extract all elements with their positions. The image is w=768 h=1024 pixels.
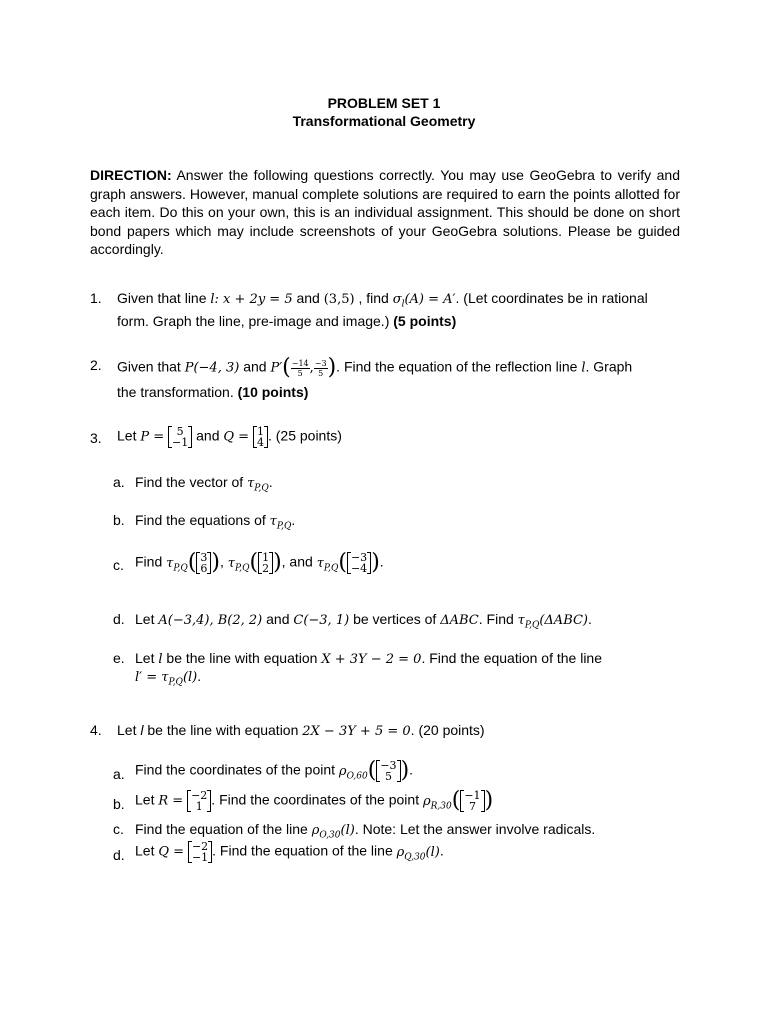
math: P = <box>140 429 165 445</box>
item-label: a. <box>113 766 125 782</box>
math <box>517 613 589 631</box>
vector-top: 3 <box>200 551 208 564</box>
item-text <box>135 821 595 841</box>
math: l′ = τ <box>135 670 169 685</box>
math <box>423 793 452 812</box>
paren: ( <box>187 550 197 575</box>
math: (A) = A′ <box>404 292 456 307</box>
question-3e-line2 <box>135 668 201 688</box>
vector-bottom: −1 <box>172 436 189 449</box>
text: be the line with equation <box>147 722 299 738</box>
text: and <box>296 290 320 306</box>
text: . Find the equation of the line <box>212 842 393 859</box>
text: . Note: Let the answer involve radicals. <box>354 821 596 837</box>
vector-top: −3 <box>350 551 368 564</box>
vector-top: 1 <box>262 551 270 564</box>
math <box>135 670 198 688</box>
question-number: 4. <box>90 722 102 738</box>
vector-bottom: 7 <box>468 800 476 813</box>
math: P(−4, 3) <box>184 360 240 376</box>
text: . Find the coordinates of the point <box>211 791 420 808</box>
paren: ) <box>400 758 410 783</box>
item-label: d. <box>113 611 125 627</box>
text: . <box>379 553 384 570</box>
math: Q = <box>223 429 250 445</box>
text: Find the coordinates of the point <box>135 761 336 778</box>
text: . <box>409 761 414 778</box>
math: l: x + 2y = 5 <box>210 292 293 307</box>
item-text <box>135 650 602 667</box>
denominator: 5 <box>297 368 303 378</box>
vector-top: 1 <box>256 425 264 438</box>
rho: ρ <box>396 844 405 860</box>
text: the transformation. <box>117 384 234 400</box>
text: , and <box>281 553 313 570</box>
page-title: PROBLEM SET 1 <box>327 95 441 111</box>
text: and <box>266 611 290 627</box>
item-label: a. <box>113 474 125 490</box>
vector-bottom: 5 <box>384 770 392 783</box>
tau: τ <box>166 555 174 571</box>
text: , find <box>358 290 389 306</box>
tau: τ <box>517 613 525 628</box>
text: Find the equations of <box>135 512 266 528</box>
vector-top: −2 <box>191 789 208 802</box>
text: . Find the equation of the line <box>421 650 603 666</box>
vector <box>196 552 211 574</box>
math: R = <box>158 793 184 809</box>
math: P′ <box>270 360 283 376</box>
math: Q = <box>158 844 185 860</box>
math <box>392 292 456 310</box>
numerator: −14 <box>291 358 309 368</box>
vector <box>376 760 400 782</box>
paren: ( <box>249 550 259 575</box>
text: Find <box>135 553 163 570</box>
vector-bottom: 1 <box>195 800 203 813</box>
vector <box>460 790 484 812</box>
paren: ( <box>338 550 347 575</box>
text: Given that <box>117 358 181 375</box>
question-text <box>117 357 632 379</box>
text: Find the equation of the line <box>135 821 308 837</box>
vector-q <box>253 426 268 448</box>
item-text <box>135 790 493 812</box>
text: . (25 points) <box>267 427 342 444</box>
paren: ) <box>211 550 220 575</box>
tau: τ <box>247 476 255 491</box>
paren: ) <box>273 550 282 575</box>
text: . <box>268 474 273 490</box>
text: . <box>197 668 202 684</box>
subscript: l <box>401 299 405 310</box>
math: ΔABC <box>440 613 479 628</box>
vector-bottom: 2 <box>262 562 270 575</box>
item-text <box>135 841 444 863</box>
text: Let <box>135 842 155 859</box>
paren: ( <box>367 758 377 783</box>
vector-top: −2 <box>191 840 209 853</box>
text: be vertices of <box>353 611 437 627</box>
text: and <box>243 358 267 375</box>
rho: ρ <box>311 823 320 838</box>
subscript: P,Q <box>254 483 269 494</box>
math <box>247 476 269 494</box>
rho: ρ <box>338 763 347 779</box>
subscript: Q,30 <box>404 852 426 863</box>
text: . Graph <box>585 358 633 375</box>
subscript: P,Q <box>234 563 250 574</box>
text: Let <box>135 791 155 808</box>
direction-label: DIRECTION: <box>90 167 172 183</box>
text: . (Let coordinates be in rational <box>455 290 648 306</box>
rho: ρ <box>423 793 431 809</box>
math: A(−3,4), B(2, 2) <box>158 613 263 628</box>
math: (l) <box>425 844 440 860</box>
vector-top: −3 <box>380 759 397 772</box>
math <box>396 844 440 863</box>
text: and <box>196 427 220 444</box>
vector-bottom: −4 <box>350 562 368 575</box>
vector-r <box>187 790 211 812</box>
math <box>269 514 292 532</box>
math: 2X − 3Y + 5 = 0 <box>302 724 411 739</box>
text: . <box>291 512 296 528</box>
subscript: R,30 <box>430 801 452 812</box>
page-subtitle: Transformational Geometry <box>292 113 476 129</box>
text: be the line with equation <box>166 650 318 666</box>
question-2-line2 <box>117 384 308 400</box>
text: Let <box>117 722 137 738</box>
fraction <box>314 359 328 378</box>
item-label: e. <box>113 650 125 666</box>
text: . Find the equation of the reflection line <box>336 358 578 375</box>
points: (10 points) <box>237 384 309 400</box>
vector <box>258 552 273 574</box>
text: Let <box>135 650 155 666</box>
direction-paragraph <box>90 166 680 259</box>
subscript: P,Q <box>168 677 183 688</box>
text: Let <box>117 427 137 444</box>
item-text <box>135 474 273 494</box>
math: X + 3Y − 2 = 0 <box>321 652 422 667</box>
question-text <box>117 290 648 310</box>
numerator: −3 <box>314 358 327 368</box>
text: form. Graph the line, pre-image and image.) <box>117 313 390 329</box>
item-text <box>135 760 413 782</box>
vector-q <box>188 841 212 863</box>
paren: ( <box>282 355 291 380</box>
math: (3,5) <box>323 292 355 307</box>
paren: ) <box>484 788 494 813</box>
subscript: O,60 <box>346 771 368 782</box>
vector <box>347 552 371 574</box>
vector-bottom: 6 <box>200 562 208 575</box>
item-label: c. <box>113 557 124 573</box>
question-number: 1. <box>90 290 102 306</box>
item-label: d. <box>113 847 125 863</box>
subscript: P,Q <box>173 563 188 574</box>
text: . <box>588 611 592 627</box>
vector-top: −1 <box>464 789 481 802</box>
math <box>311 823 355 841</box>
subscript: P,Q <box>524 620 540 631</box>
math <box>338 763 368 782</box>
subscript: P,Q <box>276 521 292 532</box>
math: (l) <box>182 670 198 685</box>
vector-top: 5 <box>176 425 184 438</box>
text: . Find <box>478 611 514 627</box>
fraction <box>291 359 310 378</box>
text: . <box>439 842 444 859</box>
points: (5 points) <box>393 313 457 329</box>
question-number: 3. <box>90 430 102 446</box>
text: Let <box>135 611 155 627</box>
subscript: P,Q <box>323 563 339 574</box>
text: Find the vector of <box>135 474 244 490</box>
item-label: b. <box>113 512 125 528</box>
item-label: c. <box>113 821 124 837</box>
subscript: O,30 <box>319 830 341 841</box>
math: l <box>581 360 586 376</box>
paren: ) <box>327 355 337 380</box>
item-text <box>135 611 592 631</box>
vector-bottom: −1 <box>191 851 209 864</box>
math: C(−3, 1) <box>293 613 350 628</box>
comma: , <box>309 360 314 376</box>
text: . (20 points) <box>410 722 485 738</box>
paren: ( <box>451 788 461 813</box>
math: l <box>158 652 163 667</box>
math <box>227 555 250 574</box>
paren: ) <box>371 550 380 575</box>
math <box>316 555 339 574</box>
math <box>166 555 188 574</box>
vector-bottom: 4 <box>256 436 264 449</box>
vector-p <box>168 426 192 448</box>
item-label: b. <box>113 796 125 812</box>
question-text <box>117 426 342 448</box>
sigma: σ <box>392 292 402 307</box>
tau: τ <box>269 514 277 529</box>
item-text <box>135 512 295 532</box>
math: (l) <box>340 823 355 838</box>
denominator: 5 <box>318 368 324 378</box>
question-number: 2. <box>90 357 102 373</box>
text: , <box>220 553 224 570</box>
direction-text: Answer the following questions correctly. You may use GeoGebra to verify and graph answers. However, manual complete solutions are required to earn the points allotted for each item. Do this on your own, this is an individual assignment. This should be done on short bond papers which may include screenshots of your GeoGebra solutions. Please be guided accordingly. <box>90 167 680 257</box>
question-text <box>117 722 485 739</box>
tau: τ <box>316 555 324 571</box>
question-1-line2 <box>117 313 456 329</box>
item-text <box>135 552 384 574</box>
math: l <box>140 722 144 738</box>
text: Given that line <box>117 290 207 306</box>
math: (ΔABC) <box>539 613 589 628</box>
tau: τ <box>227 555 235 571</box>
